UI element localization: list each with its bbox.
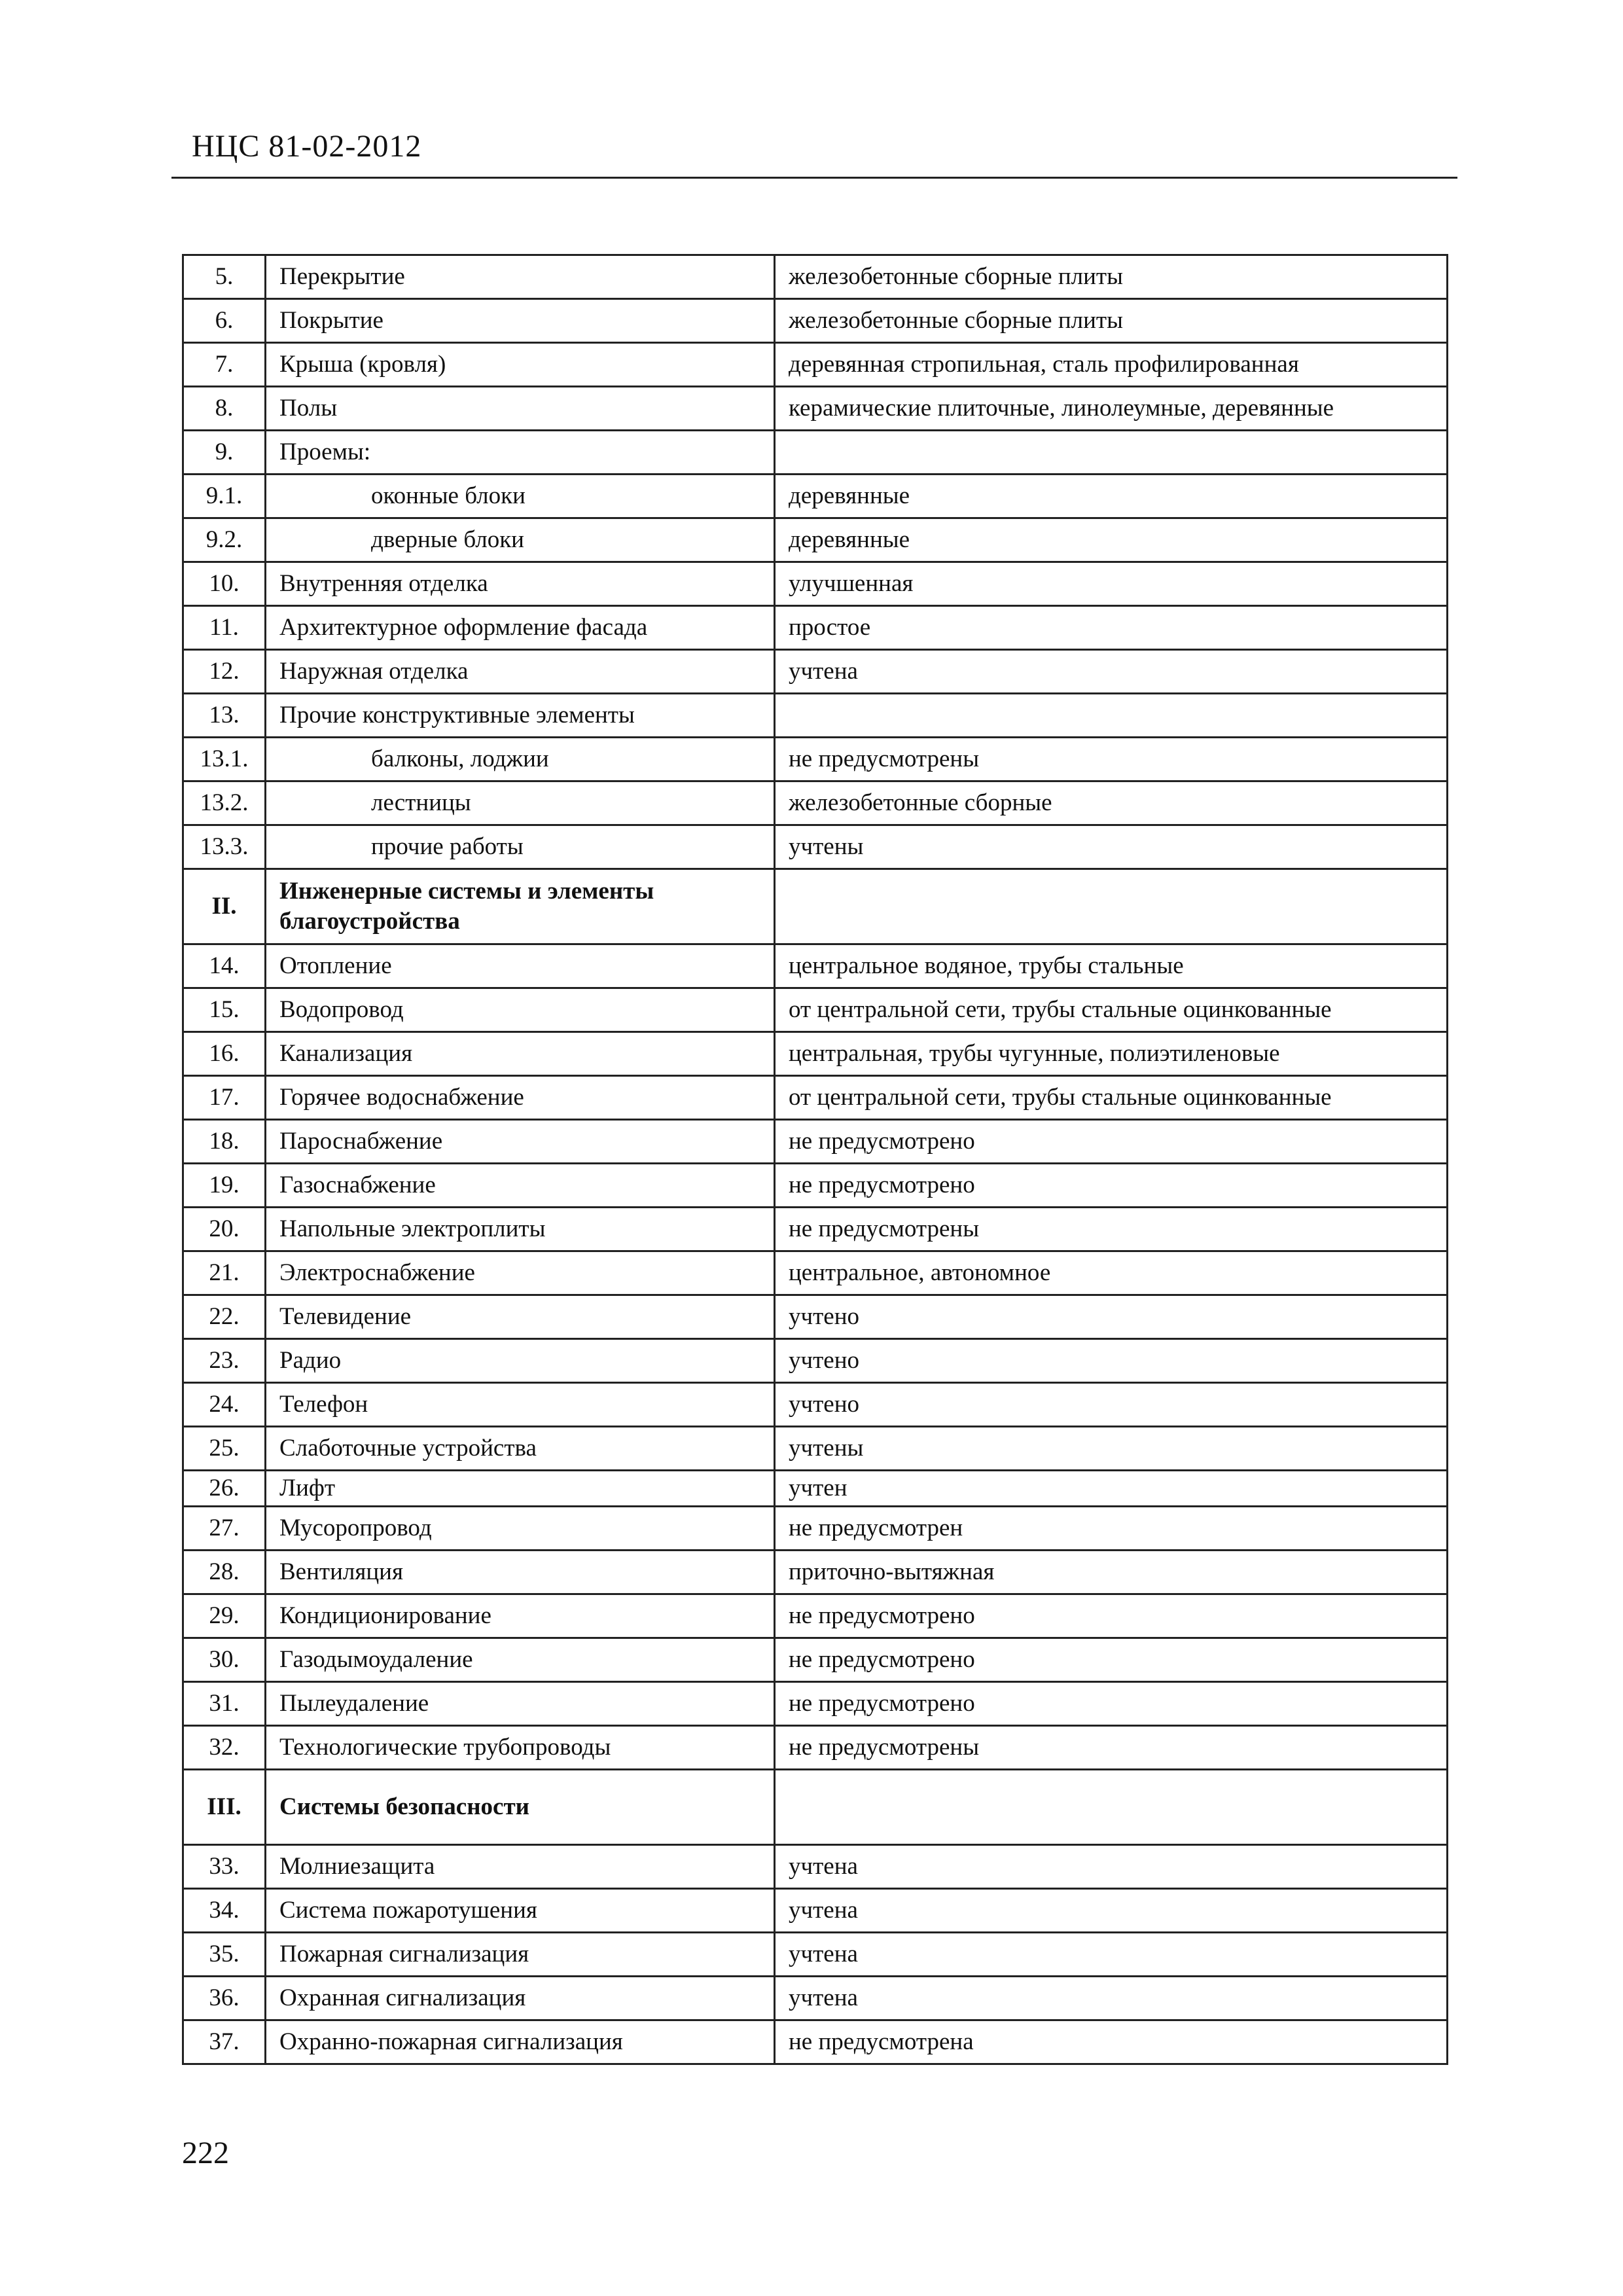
row-number: 10. — [183, 562, 266, 606]
row-number: 7. — [183, 343, 266, 387]
element-name: Охранная сигнализация — [266, 1977, 775, 2020]
table-row — [183, 1032, 1448, 1076]
element-name: Пароснабжение — [266, 1120, 775, 1164]
table-row — [183, 1845, 1448, 1889]
element-description: учтена — [775, 1845, 1448, 1889]
row-number: 13. — [183, 694, 266, 738]
row-number: 19. — [183, 1164, 266, 1208]
element-name: Инженерные системы и элементы благоустройства — [266, 869, 775, 944]
element-name: Мусоропровод — [266, 1507, 775, 1551]
element-name: Газоснабжение — [266, 1164, 775, 1208]
element-description: от центральной сети, трубы стальные оцинкованные — [775, 988, 1448, 1032]
table-row — [183, 1427, 1448, 1471]
element-name: Водопровод — [266, 988, 775, 1032]
element-name: Молниезащита — [266, 1845, 775, 1889]
table-row — [183, 2020, 1448, 2064]
table-row — [183, 1076, 1448, 1120]
table-row — [183, 1208, 1448, 1251]
row-number: 23. — [183, 1339, 266, 1383]
element-description: центральное, автономное — [775, 1251, 1448, 1295]
element-description: не предусмотрен — [775, 1507, 1448, 1551]
row-number: 5. — [183, 255, 266, 299]
table-row — [183, 1977, 1448, 2020]
element-description: не предусмотрены — [775, 1726, 1448, 1770]
element-description: учтена — [775, 1889, 1448, 1933]
element-name: Радио — [266, 1339, 775, 1383]
element-description: от центральной сети, трубы стальные оцинкованные — [775, 1076, 1448, 1120]
table-row — [183, 1682, 1448, 1726]
element-description: не предусмотрено — [775, 1594, 1448, 1638]
row-number: 28. — [183, 1551, 266, 1594]
table-row — [183, 1295, 1448, 1339]
row-number: 34. — [183, 1889, 266, 1933]
element-description: железобетонные сборные плиты — [775, 299, 1448, 343]
table-row — [183, 1507, 1448, 1551]
table-body — [183, 255, 1448, 2064]
row-number: 31. — [183, 1682, 266, 1726]
table-row — [183, 738, 1448, 781]
element-name: лестницы — [266, 781, 775, 825]
element-description: приточно-вытяжная — [775, 1551, 1448, 1594]
element-description: учтено — [775, 1339, 1448, 1383]
table-row — [183, 1726, 1448, 1770]
element-description: не предусмотрено — [775, 1638, 1448, 1682]
table-row — [183, 1594, 1448, 1638]
table-row — [183, 1251, 1448, 1295]
element-name: Напольные электроплиты — [266, 1208, 775, 1251]
row-number: 9. — [183, 431, 266, 475]
table-row — [183, 1471, 1448, 1507]
row-number: 13.3. — [183, 825, 266, 869]
element-name: балконы, лоджии — [266, 738, 775, 781]
element-name: Лифт — [266, 1471, 775, 1507]
table-row — [183, 1164, 1448, 1208]
table-row — [183, 1339, 1448, 1383]
element-name: Охранно-пожарная сигнализация — [266, 2020, 775, 2064]
table-row — [183, 825, 1448, 869]
element-description: учтена — [775, 1977, 1448, 2020]
header-divider — [171, 177, 1457, 179]
table-row — [183, 431, 1448, 475]
element-name: Перекрытие — [266, 255, 775, 299]
row-number: 24. — [183, 1383, 266, 1427]
element-description: учтено — [775, 1383, 1448, 1427]
element-name: Полы — [266, 387, 775, 431]
page-number: 222 — [182, 2136, 229, 2170]
element-description: деревянная стропильная, сталь профилированная — [775, 343, 1448, 387]
element-name: Система пожаротушения — [266, 1889, 775, 1933]
element-name: Канализация — [266, 1032, 775, 1076]
element-description: деревянные — [775, 475, 1448, 518]
table-row — [183, 869, 1448, 944]
table-row — [183, 606, 1448, 650]
element-name: Телевидение — [266, 1295, 775, 1339]
element-description: не предусмотрено — [775, 1164, 1448, 1208]
element-description: железобетонные сборные плиты — [775, 255, 1448, 299]
table-row — [183, 650, 1448, 694]
element-name: Пылеудаление — [266, 1682, 775, 1726]
row-number: 15. — [183, 988, 266, 1032]
table-row — [183, 299, 1448, 343]
element-name: Вентиляция — [266, 1551, 775, 1594]
row-number: 8. — [183, 387, 266, 431]
row-number: 35. — [183, 1933, 266, 1977]
element-description: учтена — [775, 650, 1448, 694]
element-name: Крыша (кровля) — [266, 343, 775, 387]
table-row — [183, 1889, 1448, 1933]
table-row — [183, 988, 1448, 1032]
element-name: Электроснабжение — [266, 1251, 775, 1295]
element-description — [775, 694, 1448, 738]
table-row — [183, 944, 1448, 988]
table-row — [183, 475, 1448, 518]
table-row — [183, 1120, 1448, 1164]
table-row — [183, 1933, 1448, 1977]
table-row — [183, 781, 1448, 825]
element-description: учтены — [775, 825, 1448, 869]
element-description — [775, 869, 1448, 944]
element-name: Кондиционирование — [266, 1594, 775, 1638]
element-name: Наружная отделка — [266, 650, 775, 694]
row-number: II. — [183, 869, 266, 944]
element-name: Телефон — [266, 1383, 775, 1427]
element-description: учтена — [775, 1933, 1448, 1977]
row-number: 33. — [183, 1845, 266, 1889]
table-row — [183, 387, 1448, 431]
element-name: Слаботочные устройства — [266, 1427, 775, 1471]
row-number: III. — [183, 1770, 266, 1845]
element-name: Технологические трубопроводы — [266, 1726, 775, 1770]
element-description: учтено — [775, 1295, 1448, 1339]
row-number: 36. — [183, 1977, 266, 2020]
element-description: не предусмотрена — [775, 2020, 1448, 2064]
element-name: дверные блоки — [266, 518, 775, 562]
row-number: 26. — [183, 1471, 266, 1507]
row-number: 32. — [183, 1726, 266, 1770]
element-name: Газодымоудаление — [266, 1638, 775, 1682]
element-name: Горячее водоснабжение — [266, 1076, 775, 1120]
row-number: 37. — [183, 2020, 266, 2064]
row-number: 18. — [183, 1120, 266, 1164]
row-number: 17. — [183, 1076, 266, 1120]
specification-table — [182, 254, 1448, 2065]
element-description — [775, 1770, 1448, 1845]
element-name: Прочие конструктивные элементы — [266, 694, 775, 738]
table-row — [183, 518, 1448, 562]
element-description: центральное водяное, трубы стальные — [775, 944, 1448, 988]
row-number: 29. — [183, 1594, 266, 1638]
element-description: не предусмотрены — [775, 1208, 1448, 1251]
row-number: 12. — [183, 650, 266, 694]
element-name: прочие работы — [266, 825, 775, 869]
element-name: Системы безопасности — [266, 1770, 775, 1845]
element-description: не предусмотрены — [775, 738, 1448, 781]
element-description: деревянные — [775, 518, 1448, 562]
row-number: 21. — [183, 1251, 266, 1295]
table-row — [183, 1383, 1448, 1427]
element-name: Отопление — [266, 944, 775, 988]
row-number: 25. — [183, 1427, 266, 1471]
table-row — [183, 562, 1448, 606]
row-number: 14. — [183, 944, 266, 988]
element-description: центральная, трубы чугунные, полиэтиленовые — [775, 1032, 1448, 1076]
element-description: керамические плиточные, линолеумные, деревянные — [775, 387, 1448, 431]
element-description: железобетонные сборные — [775, 781, 1448, 825]
row-number: 16. — [183, 1032, 266, 1076]
row-number: 6. — [183, 299, 266, 343]
element-description: простое — [775, 606, 1448, 650]
row-number: 13.2. — [183, 781, 266, 825]
document-code: НЦС 81-02-2012 — [192, 129, 422, 164]
element-name: оконные блоки — [266, 475, 775, 518]
element-description: не предусмотрено — [775, 1120, 1448, 1164]
table-row — [183, 1638, 1448, 1682]
row-number: 9.2. — [183, 518, 266, 562]
element-name: Покрытие — [266, 299, 775, 343]
row-number: 13.1. — [183, 738, 266, 781]
element-description — [775, 431, 1448, 475]
specification-table-container — [182, 254, 1446, 2065]
table-row — [183, 255, 1448, 299]
row-number: 11. — [183, 606, 266, 650]
row-number: 27. — [183, 1507, 266, 1551]
row-number: 20. — [183, 1208, 266, 1251]
table-row — [183, 1551, 1448, 1594]
element-name: Пожарная сигнализация — [266, 1933, 775, 1977]
element-description: учтены — [775, 1427, 1448, 1471]
row-number: 9.1. — [183, 475, 266, 518]
table-row — [183, 343, 1448, 387]
element-description: не предусмотрено — [775, 1682, 1448, 1726]
element-description: улучшенная — [775, 562, 1448, 606]
table-row — [183, 1770, 1448, 1845]
row-number: 22. — [183, 1295, 266, 1339]
element-name: Внутренняя отделка — [266, 562, 775, 606]
element-name: Архитектурное оформление фасада — [266, 606, 775, 650]
element-name: Проемы: — [266, 431, 775, 475]
element-description: учтен — [775, 1471, 1448, 1507]
table-row — [183, 694, 1448, 738]
row-number: 30. — [183, 1638, 266, 1682]
